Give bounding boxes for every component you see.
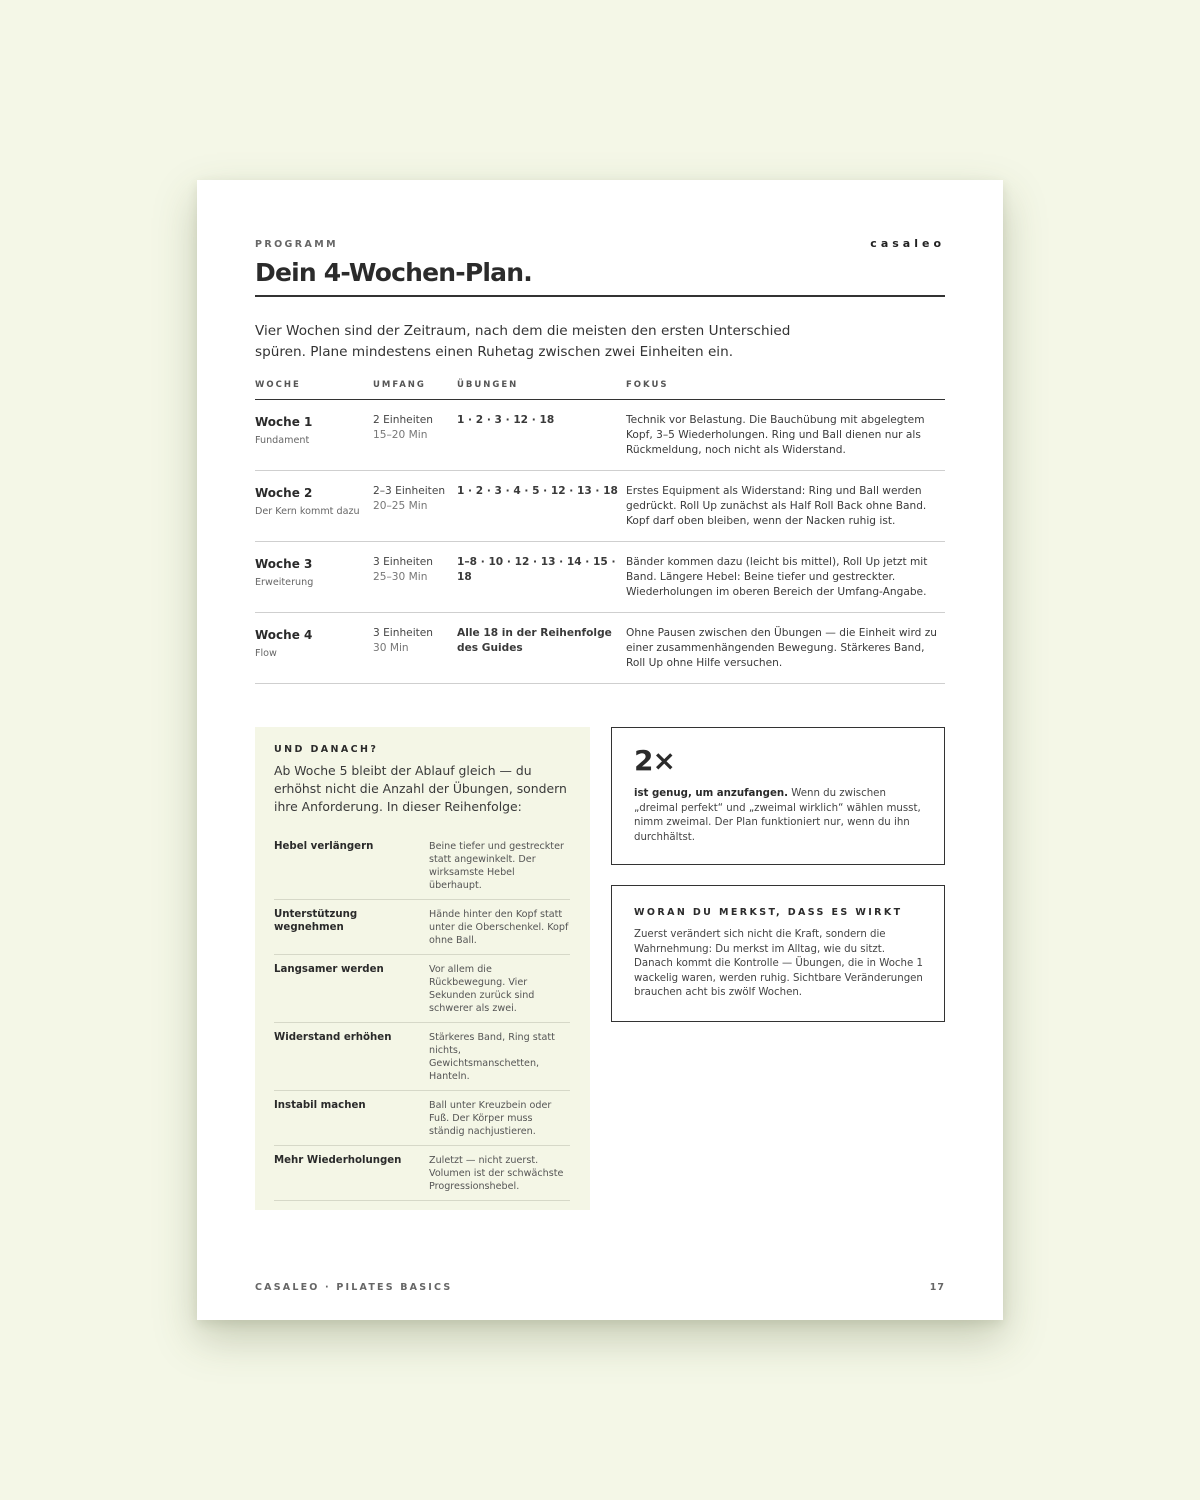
twice-bold: ist genug, um anzufangen. [634,788,788,799]
column-header-uebungen: ÜBUNGEN [457,380,626,400]
duration-value: 30 Min [373,642,409,654]
exercises-cell: 1 · 2 · 3 · 12 · 18 [457,400,626,471]
table-row [255,542,945,613]
focus-cell: Ohne Pausen zwischen den Übungen — die Einheit wird zu einer zusammenhängenden Bewegung. Stärkeres Band, Roll Up ohne Hilfe versuchen. [626,613,945,684]
list-item [274,832,570,900]
scope-cell [373,613,457,684]
works-callout [611,885,945,1022]
week-subtitle: Der Kern kommt dazu [255,506,360,517]
week-subtitle: Fundament [255,435,310,446]
progression-label: Hebel verlängern [274,841,374,852]
week-label: Woche 4 [255,628,313,642]
exercises-cell: 1–8 · 10 · 12 · 13 · 14 · 15 · 18 [457,542,626,613]
progression-text: Beine tiefer und gestreckter statt angewinkelt. Der wirksamste Hebel überhaupt. [429,841,564,891]
works-text: Zuerst verändert sich nicht die Kraft, sondern die Wahrnehmung: Du merkst im Alltag, wie du sitzt. Danach kommt die Kontrolle — Übungen, die in Woche 1 wackelig waren, werden ruhig. Sichtbare Veränderungen brauchen acht bis zwölf Wochen. [634,929,923,999]
column-header-woche: WOCHE [255,380,373,400]
progression-text: Ball unter Kreuzbein oder Fuß. Der Körper muss ständig nachjustieren. [429,1100,552,1137]
lead-paragraph: Vier Wochen sind der Zeitraum, nach dem die meisten den ersten Unterschied spüren. Plane mindestens einen Ruhetag zwischen zwei Einheiten ein. [255,323,791,360]
week-cell [255,613,373,684]
twice-callout [611,727,945,865]
focus-cell: Bänder kommen dazu (leicht bis mittel), Roll Up jetzt mit Band. Längere Hebel: Beine tiefer und gestreckter. Wiederholungen im oberen Bereich der Umfang-Angabe. [626,542,945,613]
plan-table [255,380,945,684]
table-header-row [255,380,945,400]
progression-text: Zuletzt — nicht zuerst. Volumen ist der schwächste Progressionshebel. [429,1155,564,1192]
week-label: Woche 3 [255,557,313,571]
list-item [274,1023,570,1091]
duration-value: 25–30 Min [373,571,428,583]
document-page [197,180,1003,1320]
footer-title: CASALEO · PILATES BASICS [255,1282,453,1293]
progression-intro: Ab Woche 5 bleibt der Ablauf gleich — du erhöhst nicht die Anzahl der Übungen, sondern ihre Anforderung. In dieser Reihenfolge: [274,763,567,814]
focus-cell: Erstes Equipment als Widerstand: Ring und Ball werden gedrückt. Roll Up zunächst als Half Roll Back ohne Band. Kopf darf oben bleiben, wenn der Nacken ruhig ist. [626,471,945,542]
twice-body: Wenn du zwischen „dreimal perfekt“ und „zweimal wirklich“ wählen musst, nimm zweimal. Der Plan funktioniert nur, wenn du ihn durchhältst. [634,788,921,843]
scope-cell [373,471,457,542]
table-row [255,471,945,542]
list-item [274,1091,570,1146]
sessions-value: 2 Einheiten [373,414,434,426]
progression-label: Unterstützung wegnehmen [274,909,358,933]
works-heading: WORAN DU MERKST, DASS ES WIRKT [634,907,903,918]
table-row [255,400,945,471]
week-cell [255,400,373,471]
week-label: Woche 1 [255,415,313,429]
progression-list [274,832,570,1201]
duration-value: 15–20 Min [373,429,428,441]
column-header-fokus: FOKUS [626,380,945,400]
sessions-value: 2–3 Einheiten [373,485,446,497]
page-title: Dein 4-Wochen-Plan. [255,258,532,287]
list-item [274,900,570,955]
sessions-value: 3 Einheiten [373,627,434,639]
progression-text: Stärkeres Band, Ring statt nichts, Gewichtsmanschetten, Hanteln. [429,1032,555,1082]
week-cell [255,471,373,542]
page-number: 17 [929,1282,945,1293]
sessions-value: 3 Einheiten [373,556,434,568]
exercises-cell: Alle 18 in der Reihenfolge des Guides [457,613,626,684]
week-cell [255,542,373,613]
week-subtitle: Erweiterung [255,577,314,588]
exercises-cell: 1 · 2 · 3 · 4 · 5 · 12 · 13 · 18 [457,471,626,542]
focus-cell: Technik vor Belastung. Die Bauchübung mit abgelegtem Kopf, 3–5 Wiederholungen. Ring und Ball dienen nur als Rückmeldung, noch nicht als Widerstand. [626,400,945,471]
list-item [274,955,570,1023]
twice-number: 2× [634,744,675,777]
progression-label: Widerstand erhöhen [274,1032,392,1043]
table-row [255,613,945,684]
week-label: Woche 2 [255,486,313,500]
progression-label: Instabil machen [274,1100,366,1111]
column-header-umfang: UMFANG [373,380,457,400]
brand-logo: casaleo [870,237,945,250]
section-eyebrow: PROGRAMM [255,239,338,250]
progression-label: Langsamer werden [274,964,384,975]
title-divider [255,295,945,297]
progression-label: Mehr Wiederholungen [274,1155,402,1166]
scope-cell [373,400,457,471]
week-subtitle: Flow [255,648,277,659]
duration-value: 20–25 Min [373,500,428,512]
scope-cell [373,542,457,613]
list-item [274,1146,570,1201]
progression-text: Vor allem die Rückbewegung. Vier Sekunden zurück sind schwerer als zwei. [429,964,535,1014]
progression-panel [255,727,590,1210]
progression-heading: UND DANACH? [274,744,379,755]
twice-text [634,787,924,845]
progression-text: Hände hinter den Kopf statt unter die Oberschenkel. Kopf ohne Ball. [429,909,569,946]
